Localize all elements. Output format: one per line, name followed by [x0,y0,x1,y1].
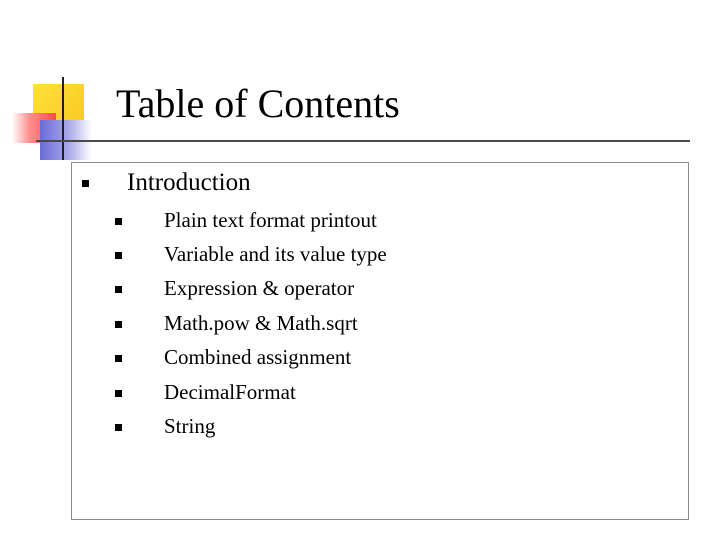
square-bullet-icon [115,218,122,225]
square-bullet-icon [115,321,122,328]
title-divider-line [36,140,690,142]
list-item-label: Variable and its value type [164,242,387,266]
square-bullet-icon [115,424,122,431]
list-item-label: Expression & operator [164,276,355,300]
decorative-vertical-line [62,77,64,160]
square-bullet-icon [115,390,122,397]
list-item-label: String [164,414,216,438]
slide-title: Table of Contents [116,81,400,126]
square-bullet-icon [115,355,122,362]
list-item-label: DecimalFormat [164,380,296,404]
square-bullet-icon [82,180,89,187]
square-bullet-icon [115,286,122,293]
level1-item-introduction: Introduction [127,169,251,196]
list-item-label: Plain text format printout [164,208,377,232]
square-bullet-icon [115,252,122,259]
list-item-label: Math.pow & Math.sqrt [164,311,358,335]
list-item-label: Combined assignment [164,345,352,369]
